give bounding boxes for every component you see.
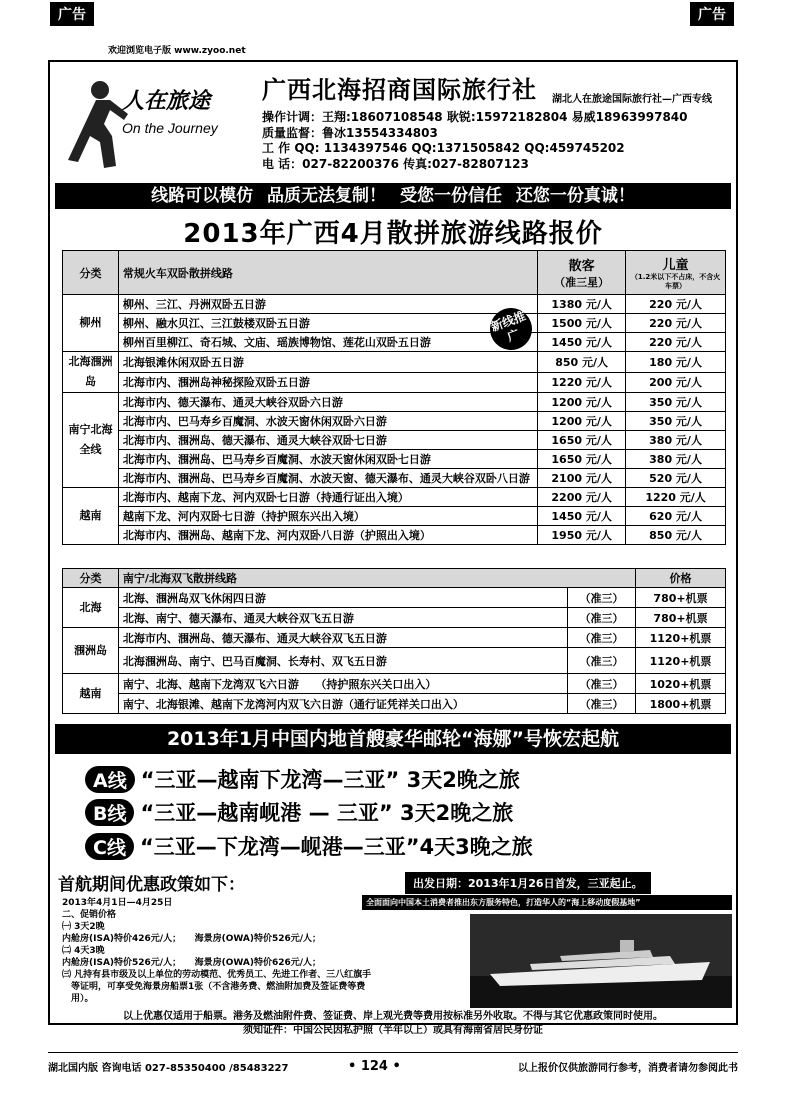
route-price: 1120+机票	[636, 628, 726, 648]
route-name: 柳州百里柳江、奇石城、文庙、瑶族博物馆、莲花山双卧五日游	[118, 333, 537, 352]
adult-price: 1650 元/人	[538, 431, 626, 450]
table-row	[63, 694, 726, 714]
route-name: 北海市内、涠洲岛神秘探险双卧五日游	[118, 372, 537, 393]
route-category: 北海	[63, 588, 119, 628]
child-price: 380 元/人	[626, 450, 726, 469]
child-price: 850 元/人	[626, 526, 726, 545]
adult-price: 1380 元/人	[538, 295, 626, 314]
route-name: 北海市内、涠洲岛、越南下龙、河内双卧八日游（护照出入境）	[118, 526, 537, 545]
footer-left: 湖北国内版 咨询电话 027-85350400 /85483227	[48, 1063, 289, 1074]
child-price: 220 元/人	[626, 314, 726, 333]
child-price: 350 元/人	[626, 393, 726, 412]
promo-line: 内舱房(ISA)特价526元/人； 海景房(OWA)特价626元/人；	[62, 958, 322, 968]
promo-line: ㈠ 3天2晚	[62, 922, 105, 932]
adult-price: 1450 元/人	[538, 507, 626, 526]
route-badge: B线	[85, 799, 134, 826]
child-price: 220 元/人	[626, 295, 726, 314]
child-price: 1220 元/人	[626, 488, 726, 507]
route-name: 北海市内、涠洲岛、巴马寿乡百魔洞、水波天窗、德天瀑布、通灵大峡谷双卧八日游	[118, 469, 537, 488]
hotel-grade: （准三）	[568, 608, 636, 628]
route-name: 北海银滩休闲双卧五日游	[118, 352, 537, 373]
departure-badge: 出发日期：2013年1月26日首发，三亚起止。	[405, 872, 651, 894]
adult-price: 850 元/人	[538, 352, 626, 373]
contact-line: 操作计调：王翔:18607108548 耿锐:15972182804 易威18963997840	[262, 110, 688, 124]
contact-line: 工 作 QQ: 1134397546 QQ:1371505842 QQ:459745202	[262, 141, 625, 155]
table-row	[63, 352, 726, 373]
table-row	[63, 526, 726, 545]
route-badge: C线	[85, 833, 134, 860]
promo-line: 等证明，可享受免海景房船票1张（不含港务费、燃油附加费及签证费等费	[62, 982, 366, 992]
child-price: 380 元/人	[626, 431, 726, 450]
company-subtitle: 湖北人在旅途国际旅行社—广西专线	[552, 94, 712, 105]
cruise-route-b	[85, 797, 513, 827]
table-row	[63, 608, 726, 628]
adult-label: 散客	[568, 259, 595, 274]
table-row	[63, 431, 726, 450]
slogan-banner: 线路可以模仿 品质无法复制！ 受您一份信任 还您一份真诚！	[55, 183, 731, 209]
promo-line: 二、促销价格	[62, 910, 117, 920]
col-header-category: 分类	[63, 251, 119, 295]
footer-right: 以上报价仅供旅游同行参考，消费者请勿参阅此书	[518, 1063, 738, 1074]
table-row	[63, 674, 726, 694]
logo-text-en: On the Journey	[122, 120, 218, 136]
route-name: 北海市内、涠洲岛、德天瀑布、通灵大峡谷双卧七日游	[118, 431, 537, 450]
route-name: 北海、南宁、德天瀑布、通灵大峡谷双飞五日游	[118, 608, 567, 628]
route-name: 北海市内、涠洲岛、巴马寿乡百魔洞、水波天窗休闲双卧七日游	[118, 450, 537, 469]
ad-label-left: 广告	[50, 2, 94, 26]
route-price: 1800+机票	[636, 694, 726, 714]
promo-line: ㈢ 凡持有县市级及以上单位的劳动模范、优秀员工、先进工作者、三八红旗手	[62, 970, 372, 980]
hotel-grade: （准三）	[568, 694, 636, 714]
logo-text-cn: 人在旅途	[122, 89, 211, 114]
cruise-subbanner: 全面面向中国本土消费者推出东方服务特色，打造华人的“海上移动度假基地”	[362, 895, 732, 910]
table-row	[63, 372, 726, 393]
adult-price: 1200 元/人	[538, 412, 626, 431]
hotel-grade: （准三）	[568, 648, 636, 674]
ad-label-right: 广告	[690, 2, 734, 26]
route-name: 北海市内、涠洲岛、德天瀑布、通灵大峡谷双飞五日游	[118, 628, 567, 648]
route-name: 柳州、三江、丹洲双卧五日游	[118, 295, 537, 314]
train-route-table	[62, 250, 726, 545]
new-route-badge: 新线推广	[484, 302, 538, 356]
adult-price: 1200 元/人	[538, 393, 626, 412]
table-row	[63, 412, 726, 431]
adult-price: 2100 元/人	[538, 469, 626, 488]
route-category: 涠洲岛	[63, 628, 119, 674]
notice-line: 以上优惠仅适用于船票。港务及燃油附件费、签证费、岸上观光费等费用按标准另外收取。不得与其它优惠政策同时使用。	[123, 1011, 663, 1022]
route-category: 南宁北海全线	[63, 393, 119, 488]
adult-price: 2200 元/人	[538, 488, 626, 507]
col-header-category: 分类	[63, 569, 119, 588]
page-number: • 124 •	[348, 1059, 401, 1074]
adult-price: 1220 元/人	[538, 372, 626, 393]
table-row	[63, 488, 726, 507]
table-row	[63, 469, 726, 488]
child-price: 180 元/人	[626, 352, 726, 373]
welcome-text: 欢迎浏览电子版 www.zyoo.net	[108, 46, 246, 56]
flight-route-table	[62, 568, 726, 714]
adult-price: 1450 元/人	[538, 333, 626, 352]
col-header-route: 常规火车双卧散拼线路	[118, 251, 537, 295]
route-text: “三亚—越南下龙湾—三亚” 3天2晚之旅	[140, 768, 520, 792]
child-price: 200 元/人	[626, 372, 726, 393]
col-header-price: 价格	[636, 569, 726, 588]
route-category: 北海涠洲岛	[63, 352, 119, 393]
route-price: 780+机票	[636, 588, 726, 608]
route-name: 北海、涠洲岛双飞休闲四日游	[118, 588, 567, 608]
route-category: 越南	[63, 674, 119, 714]
company-logo	[60, 72, 255, 172]
promo-line: 2013年4月1日—4月25日	[62, 898, 173, 908]
table-row	[63, 393, 726, 412]
contact-line: 质量监督：鲁冰13554334803	[262, 125, 438, 140]
route-price: 1020+机票	[636, 674, 726, 694]
route-price: 1120+机票	[636, 648, 726, 674]
promo-line: 内舱房(ISA)特价426元/人； 海景房(OWA)特价526元/人；	[62, 934, 322, 944]
route-name: 南宁、北海银滩、越南下龙湾河内双飞六日游（通行证凭祥关口出入）	[118, 694, 567, 714]
table-row	[63, 295, 726, 314]
contact-block	[262, 110, 688, 172]
adult-price: 1650 元/人	[538, 450, 626, 469]
child-label: 儿童	[662, 258, 689, 273]
cruise-route-a	[85, 764, 520, 794]
child-note: （1.2米以下不占床，不含火车票）	[630, 273, 721, 290]
table-row	[63, 333, 726, 352]
child-price: 220 元/人	[626, 333, 726, 352]
col-header-route: 南宁/北海双飞散拼线路	[118, 569, 635, 588]
col-header-child	[626, 251, 726, 295]
cruise-route-c	[85, 831, 533, 861]
col-header-adult	[538, 251, 626, 295]
route-badge: A线	[85, 766, 135, 793]
hotel-grade: （准三）	[568, 588, 636, 608]
adult-note: （准三星）	[554, 276, 610, 289]
hotel-grade: （准三）	[568, 674, 636, 694]
adult-price: 1950 元/人	[538, 526, 626, 545]
route-name: 北海市内、越南下龙、河内双卧七日游（持通行证出入境）	[118, 488, 537, 507]
child-price: 350 元/人	[626, 412, 726, 431]
promo-line: ㈡ 4天3晚	[62, 946, 105, 956]
route-price: 780+机票	[636, 608, 726, 628]
cruise-notice	[55, 1010, 731, 1038]
route-name: 北海涠洲岛、南宁、巴马百魔洞、长寿村、双飞五日游	[118, 648, 567, 674]
child-price: 520 元/人	[626, 469, 726, 488]
route-name: 南宁、北海、越南下龙湾双飞六日游 （持护照东兴关口出入）	[118, 674, 567, 694]
route-name: 北海市内、巴马寿乡百魔洞、水波天窗休闲双卧六日游	[118, 412, 537, 431]
adult-price: 1500 元/人	[538, 314, 626, 333]
table-row	[63, 588, 726, 608]
table-row	[63, 450, 726, 469]
policy-title: 首航期间优惠政策如下：	[58, 875, 245, 895]
cruise-ship-photo	[470, 914, 732, 1008]
route-text: “三亚—下龙湾—岘港—三亚”4天3晚之旅	[139, 835, 533, 859]
cruise-banner: 2013年1月中国内地首艘豪华邮轮“海娜”号恢宏起航	[55, 724, 731, 754]
company-name: 广西北海招商国际旅行社	[262, 76, 537, 104]
promo-details	[62, 897, 472, 1005]
hotel-grade: （准三）	[568, 628, 636, 648]
page-footer	[48, 1052, 738, 1074]
route-text: “三亚—越南岘港 — 三亚” 3天2晚之旅	[140, 801, 514, 825]
page-title: 2013年广西4月散拼旅游线路报价	[183, 219, 603, 249]
route-name: 北海市内、德天瀑布、通灵大峡谷双卧六日游	[118, 393, 537, 412]
route-category: 柳州	[63, 295, 119, 352]
notice-line: 须知证件：中国公民因私护照（半年以上）或具有海南省居民身份证	[243, 1025, 543, 1036]
route-category: 越南	[63, 488, 119, 545]
child-price: 620 元/人	[626, 507, 726, 526]
route-name: 越南下龙、河内双卧七日游（持护照东兴出入境）	[118, 507, 537, 526]
route-name: 柳州、融水贝江、三江鼓楼双卧五日游	[118, 314, 537, 333]
table-row	[63, 507, 726, 526]
ship-icon	[470, 914, 732, 1008]
promo-line: 用）。	[62, 994, 94, 1004]
table-row	[63, 648, 726, 674]
table-row	[63, 628, 726, 648]
table-row	[63, 314, 726, 333]
contact-line: 电 话：027-82200376 传真:027-82807123	[262, 156, 529, 171]
